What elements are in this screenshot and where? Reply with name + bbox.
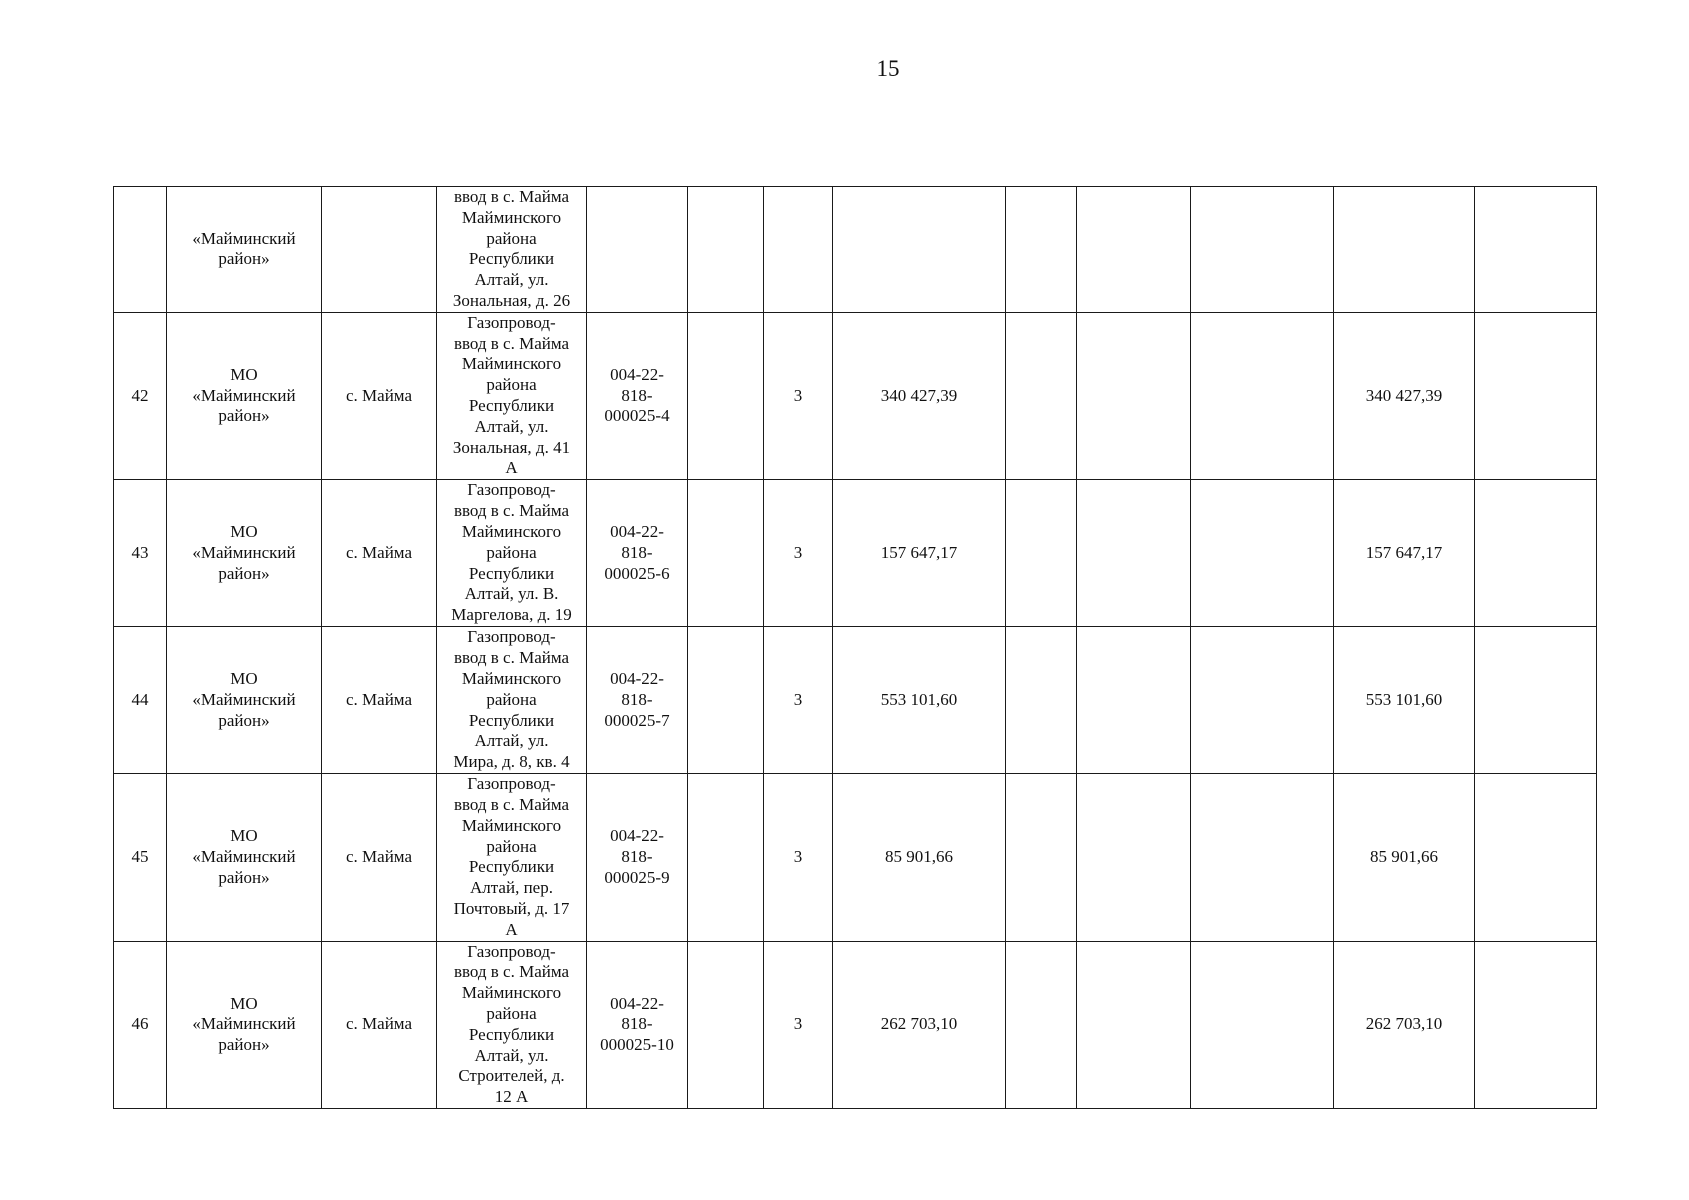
cell-col10: [1077, 312, 1191, 479]
cell-municipality: [167, 187, 322, 313]
cell-municipality-line: МО: [230, 364, 258, 384]
cell-municipality-line: «Майминский: [192, 1014, 296, 1034]
cell-object-line: района: [486, 228, 537, 248]
cell-object-line: района: [486, 375, 537, 395]
cell-municipality: [167, 312, 322, 479]
cell-col10: [1077, 187, 1191, 313]
cell-object-line: Алтай, ул. В.: [464, 584, 559, 604]
cell-col9: [1006, 187, 1077, 313]
cell-object-line: А: [505, 458, 518, 478]
cell-object-line: Газопровод-: [467, 480, 556, 500]
cell-registry-code-line: 000025-7: [604, 710, 670, 730]
cell-amount: 85 901,66: [833, 774, 1006, 941]
cell-col6: [688, 941, 764, 1108]
cell-object-line: Алтай, пер.: [470, 878, 553, 898]
cell-object-line: Республики: [468, 249, 555, 269]
cell-object-line: Майминского: [461, 521, 562, 541]
cell-registry-code-line: 004-22-: [610, 364, 664, 384]
cell-col9: [1006, 480, 1077, 627]
cell-registry-code-line: 818-: [621, 1014, 653, 1034]
cell-object-line: района: [486, 1003, 537, 1023]
cell-col11: [1191, 312, 1334, 479]
cell-object: [437, 187, 587, 313]
cell-col9: [1006, 312, 1077, 479]
cell-municipality: [167, 774, 322, 941]
cell-number: 42: [114, 312, 167, 479]
cell-object-line: Газопровод-: [467, 941, 556, 961]
cell-registry-code: [587, 312, 688, 479]
cell-col6: [688, 627, 764, 774]
cell-registry-code-line: 818-: [621, 385, 653, 405]
registry-table: [113, 186, 1597, 1109]
cell-col10: [1077, 627, 1191, 774]
cell-locality: с. Майма: [322, 312, 437, 479]
cell-col13: [1475, 627, 1597, 774]
cell-object-line: ввод в с. Майма: [453, 794, 570, 814]
table-row: [114, 627, 1597, 774]
cell-municipality: [167, 941, 322, 1108]
cell-object-line: района: [486, 542, 537, 562]
cell-registry-code-line: 004-22-: [610, 826, 664, 846]
cell-col10: [1077, 480, 1191, 627]
cell-object-line: Майминского: [461, 815, 562, 835]
cell-object-line: Республики: [468, 710, 555, 730]
cell-number: [114, 187, 167, 313]
cell-municipality-line: МО: [230, 668, 258, 688]
cell-object-line: Мира, д. 8, кв. 4: [453, 752, 570, 772]
cell-object-line: Строителей, д.: [458, 1066, 565, 1086]
cell-col6: [688, 187, 764, 313]
cell-object-line: Алтай, ул.: [474, 731, 549, 751]
cell-object: [437, 774, 587, 941]
cell-registry-code-line: 818-: [621, 846, 653, 866]
cell-object-line: Майминского: [461, 983, 562, 1003]
cell-col9: [1006, 941, 1077, 1108]
cell-col13: [1475, 941, 1597, 1108]
cell-object-line: Почтовый, д. 17: [453, 898, 570, 918]
cell-municipality-line: район»: [218, 563, 270, 583]
cell-amount-total: 85 901,66: [1334, 774, 1475, 941]
cell-amount-total: [1334, 187, 1475, 313]
cell-object-line: района: [486, 689, 537, 709]
cell-object-line: ввод в с. Майма: [453, 962, 570, 982]
cell-object-line: А: [505, 919, 518, 939]
cell-municipality-line: «Майминский: [192, 689, 296, 709]
cell-object-line: Республики: [468, 1024, 555, 1044]
cell-col13: [1475, 480, 1597, 627]
cell-registry-code-line: 004-22-: [610, 993, 664, 1013]
cell-municipality-line: МО: [230, 521, 258, 541]
cell-amount-total: 340 427,39: [1334, 312, 1475, 479]
cell-registry-code-line: 004-22-: [610, 668, 664, 688]
cell-object-line: района: [486, 836, 537, 856]
cell-col10: [1077, 941, 1191, 1108]
cell-registry-code-line: 004-22-: [610, 521, 664, 541]
cell-object-line: Газопровод-: [467, 627, 556, 647]
cell-object-line: Республики: [468, 857, 555, 877]
cell-amount-total: 553 101,60: [1334, 627, 1475, 774]
cell-col11: [1191, 187, 1334, 313]
cell-municipality-line: МО: [230, 826, 258, 846]
cell-col11: [1191, 480, 1334, 627]
table-row: [114, 774, 1597, 941]
cell-municipality-line: МО: [230, 993, 258, 1013]
table-body: [114, 187, 1597, 1109]
cell-col6: [688, 774, 764, 941]
cell-municipality-line: район»: [218, 406, 270, 426]
cell-municipality: [167, 627, 322, 774]
cell-municipality-line: «Майминский: [192, 846, 296, 866]
cell-object-line: Зональная, д. 41: [452, 437, 571, 457]
cell-col13: [1475, 312, 1597, 479]
cell-registry-code-line: 000025-4: [604, 406, 670, 426]
cell-object-line: Газопровод-: [467, 774, 556, 794]
cell-col9: [1006, 627, 1077, 774]
cell-registry-code: [587, 774, 688, 941]
cell-amount-total: 262 703,10: [1334, 941, 1475, 1108]
cell-object-line: 12 А: [494, 1087, 529, 1107]
cell-col7: 3: [764, 312, 833, 479]
cell-locality: [322, 187, 437, 313]
cell-object-line: Майминского: [461, 668, 562, 688]
cell-amount: 340 427,39: [833, 312, 1006, 479]
cell-amount: 157 647,17: [833, 480, 1006, 627]
table-row: [114, 312, 1597, 479]
table-row: [114, 941, 1597, 1108]
table-row: [114, 480, 1597, 627]
cell-amount: 262 703,10: [833, 941, 1006, 1108]
cell-locality: с. Майма: [322, 774, 437, 941]
cell-object-line: ввод в с. Майма: [453, 501, 570, 521]
cell-col7: 3: [764, 941, 833, 1108]
page-number: 15: [876, 56, 900, 81]
cell-col7: [764, 187, 833, 313]
cell-col11: [1191, 774, 1334, 941]
cell-object-line: ввод в с. Майма: [453, 187, 570, 206]
cell-municipality-line: район»: [218, 710, 270, 730]
cell-registry-code-line: 818-: [621, 542, 653, 562]
cell-object-line: Майминского: [461, 354, 562, 374]
cell-object-line: Маргелова, д. 19: [451, 605, 572, 625]
cell-object-line: ввод в с. Майма: [453, 648, 570, 668]
cell-object-line: Зональная, д. 26: [452, 290, 571, 310]
cell-col11: [1191, 941, 1334, 1108]
cell-registry-code: [587, 627, 688, 774]
cell-object-line: Республики: [468, 395, 555, 415]
cell-object-line: Алтай, ул.: [474, 416, 549, 436]
cell-municipality-line: «Майминский: [192, 542, 296, 562]
cell-registry-code-line: 000025-6: [604, 563, 670, 583]
cell-registry-code: [587, 187, 688, 313]
cell-object: [437, 312, 587, 479]
cell-registry-code: [587, 480, 688, 627]
cell-municipality-line: район»: [218, 249, 270, 269]
cell-locality: с. Майма: [322, 941, 437, 1108]
cell-number: 43: [114, 480, 167, 627]
cell-municipality-line: «Майминский: [192, 228, 296, 248]
cell-amount: [833, 187, 1006, 313]
cell-amount: 553 101,60: [833, 627, 1006, 774]
cell-municipality-line: район»: [218, 1035, 270, 1055]
cell-municipality-line: «Майминский: [192, 385, 296, 405]
cell-object-line: Газопровод-: [467, 312, 556, 332]
cell-object-line: ввод в с. Майма: [453, 333, 570, 353]
cell-municipality: [167, 480, 322, 627]
cell-col6: [688, 312, 764, 479]
cell-col9: [1006, 774, 1077, 941]
cell-col7: 3: [764, 627, 833, 774]
cell-object-line: Алтай, ул.: [474, 1045, 549, 1065]
cell-amount-total: 157 647,17: [1334, 480, 1475, 627]
cell-object: [437, 480, 587, 627]
cell-object-line: Алтай, ул.: [474, 270, 549, 290]
cell-col11: [1191, 627, 1334, 774]
cell-object-line: Республики: [468, 563, 555, 583]
cell-locality: с. Майма: [322, 627, 437, 774]
cell-object: [437, 941, 587, 1108]
cell-col7: 3: [764, 774, 833, 941]
table-row-continuation: [114, 187, 1597, 313]
cell-number: 46: [114, 941, 167, 1108]
cell-registry-code-line: 000025-9: [604, 867, 670, 887]
cell-object: [437, 627, 587, 774]
cell-col13: [1475, 774, 1597, 941]
cell-col6: [688, 480, 764, 627]
cell-col13: [1475, 187, 1597, 313]
cell-municipality-line: район»: [218, 867, 270, 887]
cell-number: 44: [114, 627, 167, 774]
cell-registry-code-line: 000025-10: [600, 1035, 674, 1055]
cell-locality: с. Майма: [322, 480, 437, 627]
cell-col7: 3: [764, 480, 833, 627]
cell-registry-code: [587, 941, 688, 1108]
cell-col10: [1077, 774, 1191, 941]
cell-registry-code-line: 818-: [621, 689, 653, 709]
cell-object-line: Майминского: [461, 207, 562, 227]
cell-number: 45: [114, 774, 167, 941]
